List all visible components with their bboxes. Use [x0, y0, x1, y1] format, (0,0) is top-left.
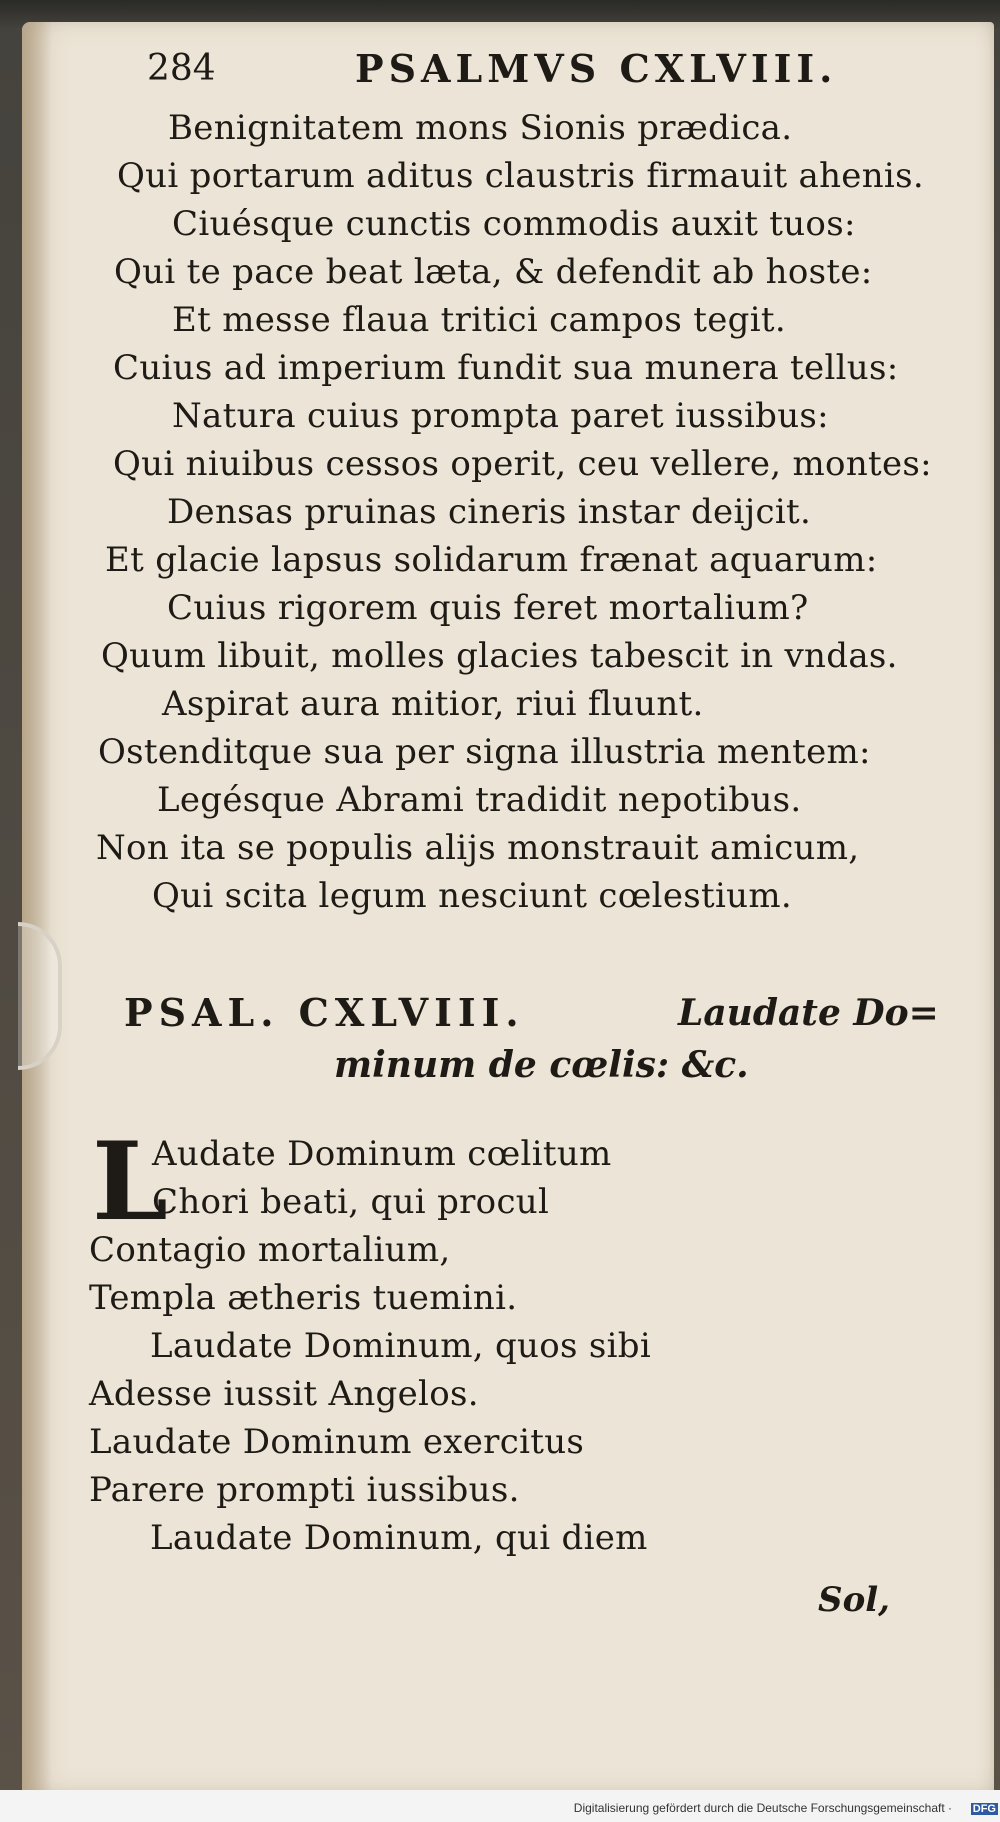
hymn-line: Laudate Dominum, quos sibi [150, 1326, 652, 1366]
psalm-incipit-continued: minum de cœlis: &c. [334, 1044, 749, 1086]
verse-line: Qui niuibus cessos operit, ceu vellere, montes: [113, 444, 932, 484]
verse-line: Aspirat aura mitior, riui fluunt. [162, 684, 704, 724]
page-clip [18, 922, 62, 1070]
verse-line: Et messe flaua tritici campos tegit. [172, 300, 786, 340]
page-number: 284 [147, 48, 216, 89]
verse-line: Legésque Abrami tradidit nepotibus. [157, 780, 802, 820]
psalm-heading: PSAL. CXLVIII. [124, 990, 525, 1035]
verse-line: Densas pruinas cineris instar deijcit. [167, 492, 812, 532]
drop-capital: L [92, 1119, 168, 1245]
verse-line: Benignitatem mons Sionis prædica. [168, 108, 793, 148]
digitization-credit: Digitalisierung gefördert durch die Deutsche Forschungsgemeinschaft · [573, 1801, 952, 1815]
hymn-line: Audate Dominum cœlitum [152, 1134, 612, 1174]
running-title: PSALMVS CXLVIII. [355, 46, 838, 91]
hymn-line: Templa ætheris tuemini. [89, 1278, 518, 1318]
verse-line: Quum libuit, molles glacies tabescit in vndas. [101, 636, 898, 676]
verse-line: Non ita se populis alijs monstrauit amicum, [96, 828, 860, 868]
hymn-line: Laudate Dominum exercitus [89, 1422, 585, 1462]
verse-line: Qui portarum aditus claustris firmauit ahenis. [117, 156, 924, 196]
hymn-line: Parere prompti iussibus. [89, 1470, 520, 1510]
hymn-line: Laudate Dominum, qui diem [150, 1518, 648, 1558]
gutter-shadow [22, 22, 52, 1792]
catchword: Sol, [818, 1580, 890, 1620]
hymn-line: Adesse iussit Angelos. [89, 1374, 479, 1414]
verse-line: Qui scita legum nesciunt cœlestium. [152, 876, 792, 916]
verse-line: Et glacie lapsus solidarum frænat aquarum: [105, 540, 878, 580]
verse-line: Qui te pace beat læta, & defendit ab hoste: [114, 252, 873, 292]
verse-line: Ostenditque sua per signa illustria mentem: [98, 732, 871, 772]
psalm-incipit: Laudate Do= [678, 992, 939, 1034]
verse-line: Ciuésque cunctis commodis auxit tuos: [172, 204, 856, 244]
hymn-line: Chori beati, qui procul [152, 1182, 550, 1222]
verse-line: Cuius ad imperium fundit sua munera tellus: [113, 348, 899, 388]
dfg-logo: DFG [972, 1803, 996, 1815]
hymn-line: Contagio mortalium, [89, 1230, 451, 1270]
verse-line: Cuius rigorem quis feret mortalium? [167, 588, 809, 628]
verse-line: Natura cuius prompta paret iussibus: [172, 396, 829, 436]
